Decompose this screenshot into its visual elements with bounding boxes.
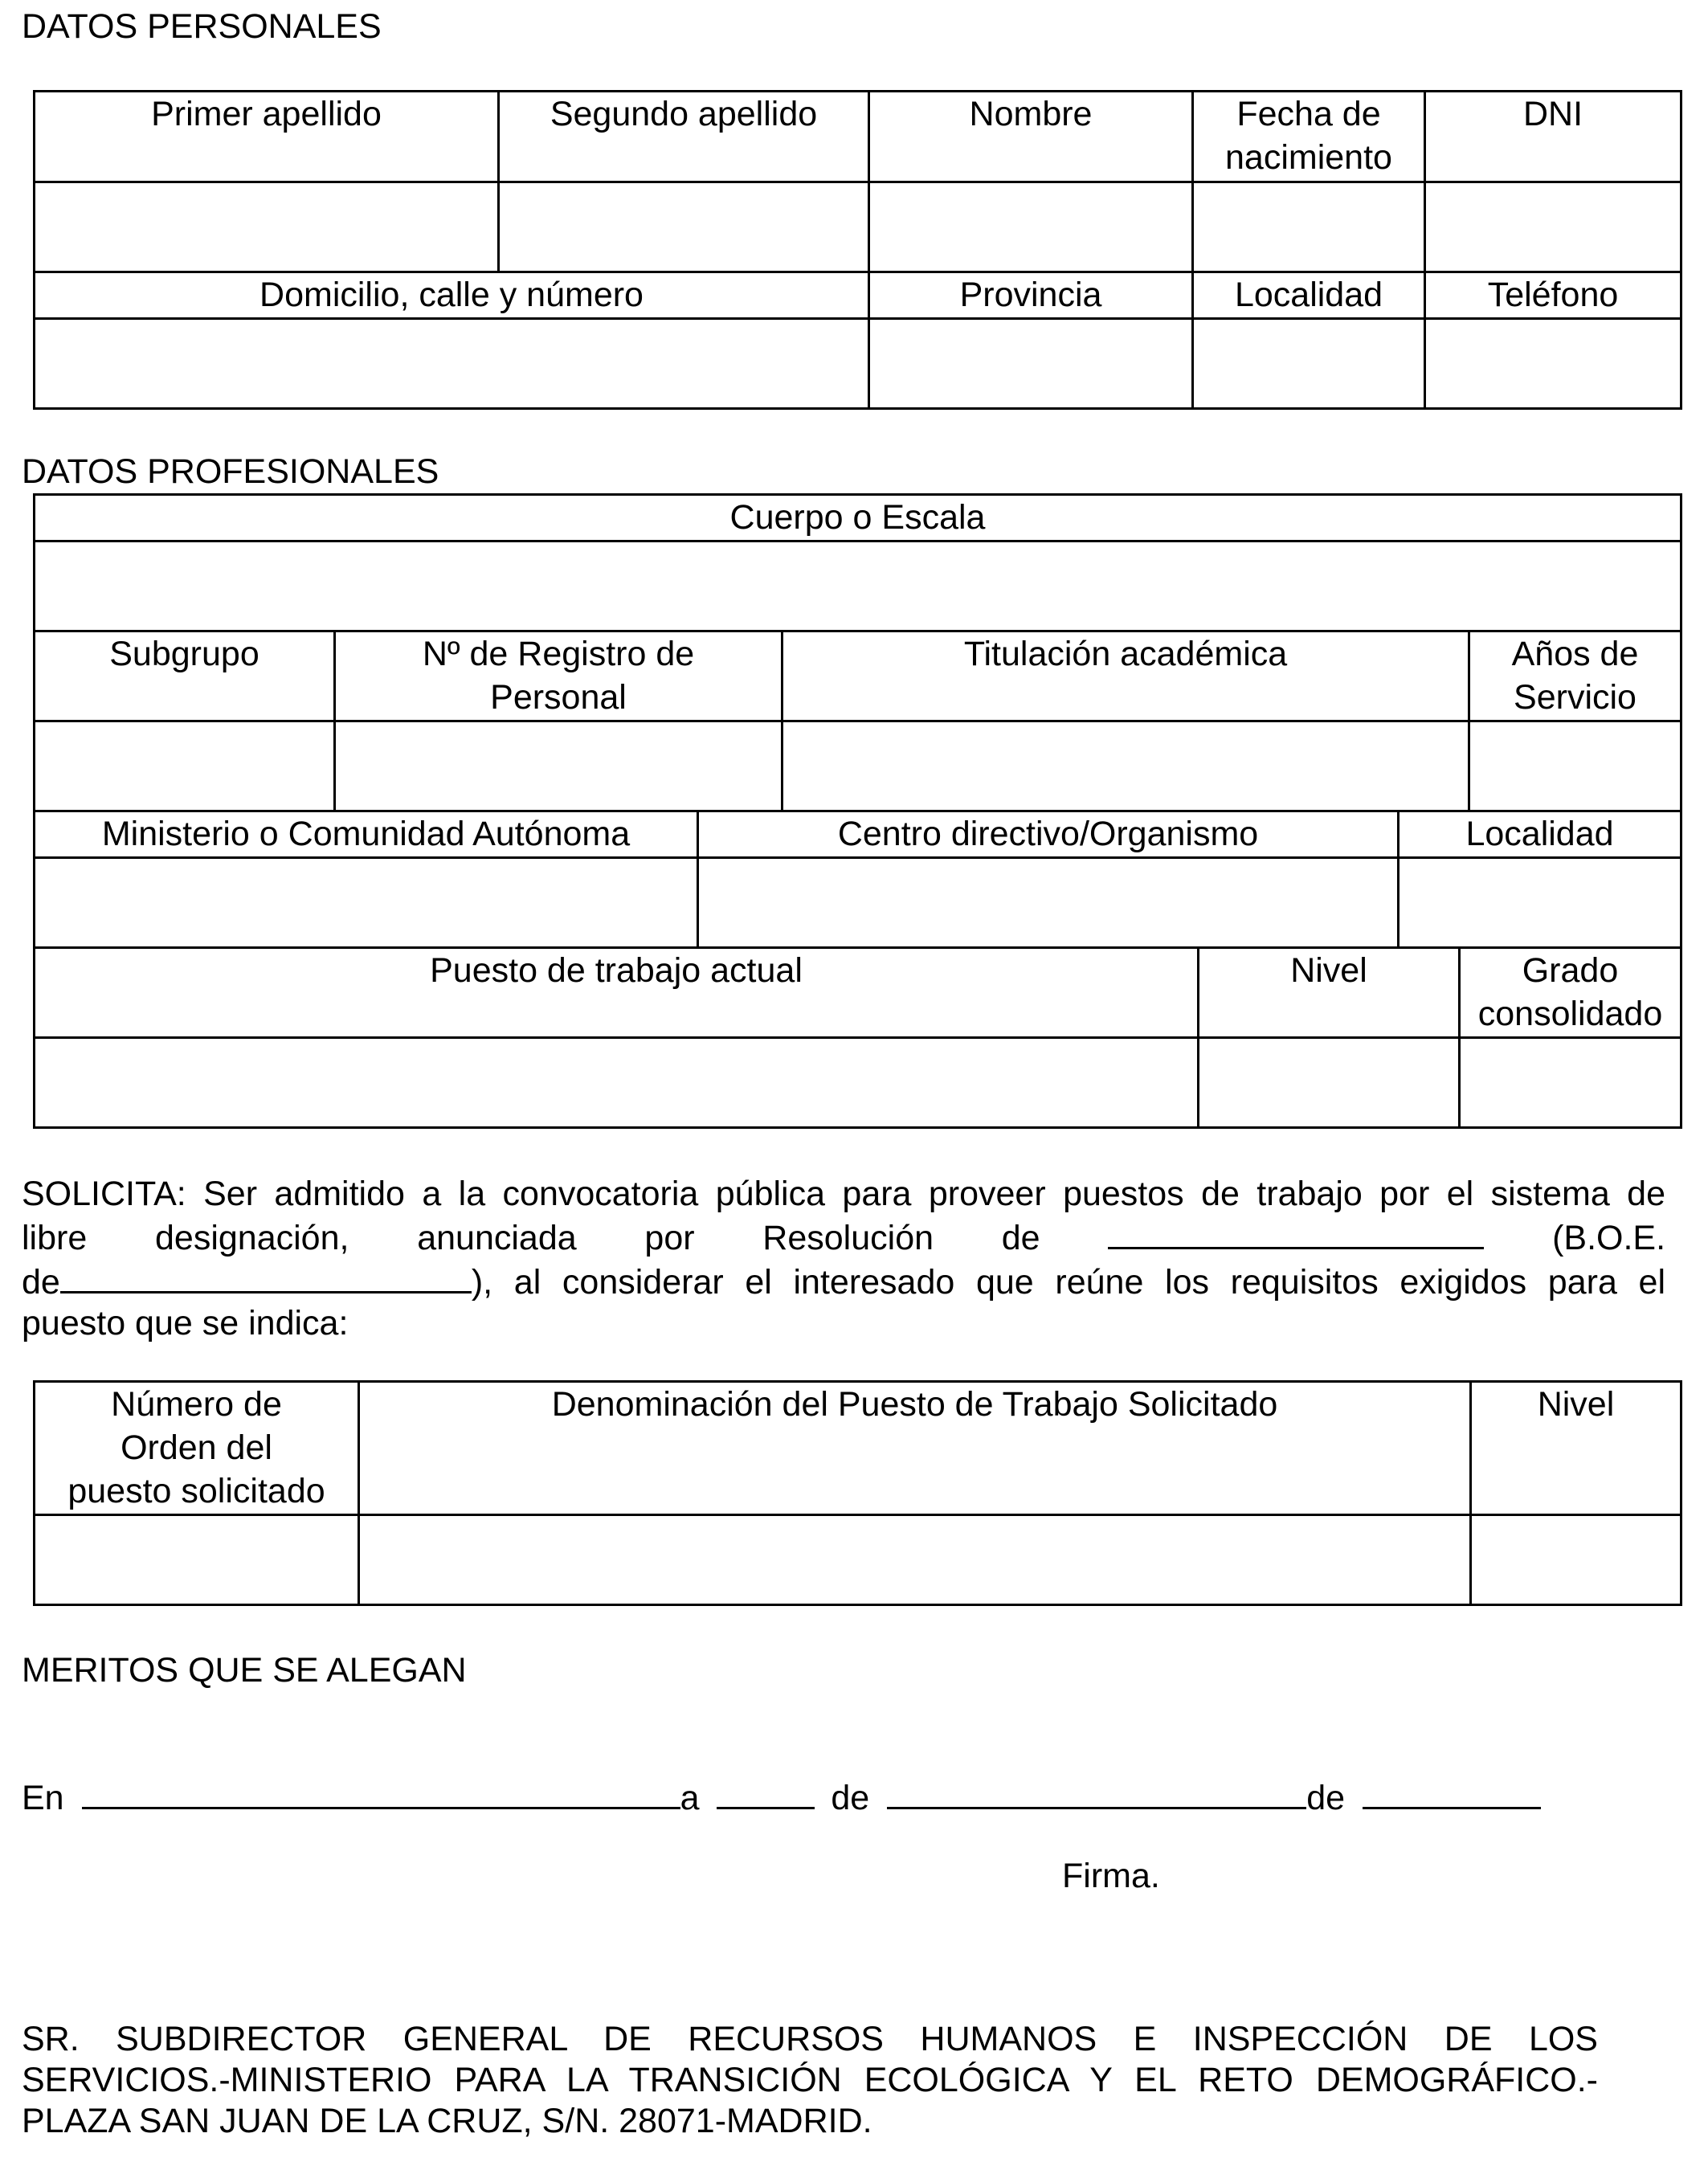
solicita-word: de bbox=[22, 1263, 60, 1302]
header-localidad: Localidad bbox=[1193, 272, 1425, 319]
input-denominacion-puesto[interactable] bbox=[359, 1515, 1471, 1605]
section-title-professional: DATOS PROFESIONALES bbox=[22, 452, 439, 491]
input-localidad-profesional[interactable] bbox=[1399, 858, 1681, 948]
cuerpo-escala-field[interactable] bbox=[35, 547, 1680, 583]
localidad-profesional-field[interactable] bbox=[1399, 864, 1680, 900]
input-nivel-solicitado[interactable] bbox=[1471, 1515, 1681, 1605]
month-blank[interactable] bbox=[887, 1772, 1306, 1809]
solicita-word: anunciada bbox=[417, 1219, 577, 1257]
input-ministerio[interactable] bbox=[35, 858, 698, 948]
puesto-actual-field[interactable] bbox=[35, 1044, 1197, 1080]
localidad-field[interactable] bbox=[1194, 325, 1424, 361]
header-subgrupo: Subgrupo bbox=[35, 631, 335, 721]
primer-apellido-field[interactable] bbox=[35, 188, 497, 224]
personal-data-table bbox=[33, 90, 1682, 410]
input-titulacion[interactable] bbox=[782, 721, 1469, 811]
solicita-paragraph bbox=[22, 1174, 1665, 1344]
nombre-field[interactable] bbox=[870, 188, 1191, 224]
request-table bbox=[33, 1380, 1682, 1606]
input-telefono[interactable] bbox=[1425, 319, 1681, 409]
header-denominacion-puesto: Denominación del Puesto de Trabajo Solicitado bbox=[359, 1382, 1471, 1515]
fecha-nacimiento-field[interactable] bbox=[1194, 188, 1424, 224]
ministerio-field[interactable] bbox=[35, 864, 697, 900]
input-localidad[interactable] bbox=[1193, 319, 1425, 409]
header-numero-orden: Número de Orden del puesto solicitado bbox=[35, 1382, 359, 1515]
input-anos-servicio[interactable] bbox=[1469, 721, 1681, 811]
solicita-word: designación, bbox=[155, 1219, 349, 1257]
header-centro-directivo: Centro directivo/Organismo bbox=[698, 811, 1399, 858]
address-line-1: SR. SUBDIRECTOR GENERAL DE RECURSOS HUMANOS E INSPECCIÓN DE LOS bbox=[22, 2020, 1598, 2058]
professional-subgrupo-table bbox=[33, 630, 1682, 812]
registro-personal-field[interactable] bbox=[336, 727, 781, 763]
telefono-field[interactable] bbox=[1426, 325, 1680, 361]
header-anos-servicio: Años de Servicio bbox=[1469, 631, 1681, 721]
titulacion-field[interactable] bbox=[783, 727, 1468, 763]
input-grado-consolidado[interactable] bbox=[1460, 1038, 1681, 1128]
input-nivel-actual[interactable] bbox=[1199, 1038, 1460, 1128]
header-primer-apellido: Primer apellido bbox=[35, 92, 499, 182]
header-localidad-profesional: Localidad bbox=[1399, 811, 1681, 858]
solicita-word: de bbox=[1001, 1219, 1040, 1257]
solicita-line-3 bbox=[22, 1259, 1665, 1303]
header-telefono: Teléfono bbox=[1425, 272, 1681, 319]
header-puesto-actual: Puesto de trabajo actual bbox=[35, 948, 1199, 1038]
resolucion-blank[interactable] bbox=[1108, 1215, 1484, 1249]
header-provincia: Provincia bbox=[869, 272, 1193, 319]
solicita-word: libre bbox=[22, 1219, 88, 1257]
dni-field[interactable] bbox=[1426, 188, 1680, 224]
anos-servicio-field[interactable] bbox=[1470, 727, 1680, 763]
solicita-text: ), al considerar el interesado que reúne los requisitos exigidos para el bbox=[471, 1263, 1665, 1302]
boe-date-blank[interactable] bbox=[60, 1259, 472, 1293]
input-centro-directivo[interactable] bbox=[698, 858, 1399, 948]
header-nivel-solicitado: Nivel bbox=[1471, 1382, 1681, 1515]
address-line-2: SERVICIOS.-MINISTERIO PARA LA TRANSICIÓN ECOLÓGICA Y EL RETO DEMOGRÁFICO.- bbox=[22, 2061, 1598, 2099]
centro-directivo-field[interactable] bbox=[699, 864, 1397, 900]
grado-consolidado-field[interactable] bbox=[1461, 1044, 1680, 1080]
solicita-line-1: SOLICITA: Ser admitido a la convocatoria pública para proveer puestos de trabajo por el sistema de bbox=[22, 1175, 1665, 1213]
input-puesto-actual[interactable] bbox=[35, 1038, 1199, 1128]
solicita-word: (B.O.E. bbox=[1552, 1219, 1666, 1257]
date-a-label: a bbox=[680, 1779, 700, 1817]
solicita-line-2 bbox=[22, 1215, 1665, 1259]
date-de-label: de bbox=[831, 1779, 870, 1817]
input-fecha-nacimiento[interactable] bbox=[1193, 182, 1425, 272]
input-numero-orden[interactable] bbox=[35, 1515, 359, 1605]
year-blank[interactable] bbox=[1363, 1772, 1541, 1809]
header-nombre: Nombre bbox=[869, 92, 1193, 182]
date-de-label: de bbox=[1306, 1779, 1346, 1817]
input-domicilio[interactable] bbox=[35, 319, 869, 409]
header-cuerpo-escala: Cuerpo o Escala bbox=[35, 495, 1681, 541]
header-titulacion: Titulación académica bbox=[782, 631, 1469, 721]
input-subgrupo[interactable] bbox=[35, 721, 335, 811]
day-blank[interactable] bbox=[717, 1772, 815, 1809]
professional-cuerpo-table bbox=[33, 493, 1682, 632]
section-title-personal: DATOS PERSONALES bbox=[22, 7, 382, 46]
addressee-block bbox=[22, 2019, 1598, 2142]
professional-ministerio-table bbox=[33, 810, 1682, 949]
input-segundo-apellido[interactable] bbox=[499, 182, 869, 272]
input-primer-apellido[interactable] bbox=[35, 182, 499, 272]
input-dni[interactable] bbox=[1425, 182, 1681, 272]
header-segundo-apellido: Segundo apellido bbox=[499, 92, 869, 182]
solicita-line-4: puesto que se indica: bbox=[22, 1304, 349, 1342]
input-registro-personal[interactable] bbox=[335, 721, 782, 811]
firma-label: Firma. bbox=[1062, 1857, 1160, 1895]
address-line-3: PLAZA SAN JUAN DE LA CRUZ, S/N. 28071-MADRID. bbox=[22, 2102, 872, 2140]
professional-puesto-table bbox=[33, 946, 1682, 1129]
place-blank[interactable] bbox=[82, 1772, 680, 1809]
nivel-actual-field[interactable] bbox=[1199, 1044, 1458, 1080]
section-title-meritos: MERITOS QUE SE ALEGAN bbox=[22, 1651, 467, 1690]
date-line bbox=[22, 1772, 1541, 1820]
solicita-word: Resolución bbox=[762, 1219, 934, 1257]
input-cuerpo-escala[interactable] bbox=[35, 541, 1681, 631]
date-en-label: En bbox=[22, 1779, 64, 1817]
input-nombre[interactable] bbox=[869, 182, 1193, 272]
solicita-word: por bbox=[644, 1219, 695, 1257]
header-ministerio: Ministerio o Comunidad Autónoma bbox=[35, 811, 698, 858]
header-fecha-nacimiento: Fecha de nacimiento bbox=[1193, 92, 1425, 182]
input-provincia[interactable] bbox=[869, 319, 1193, 409]
header-nivel-actual: Nivel bbox=[1199, 948, 1460, 1038]
nivel-solicitado-field[interactable] bbox=[1472, 1521, 1680, 1557]
subgrupo-field[interactable] bbox=[35, 727, 333, 763]
header-registro-personal: Nº de Registro de Personal bbox=[335, 631, 782, 721]
numero-orden-field[interactable] bbox=[35, 1521, 358, 1557]
provincia-field[interactable] bbox=[870, 325, 1191, 361]
header-domicilio: Domicilio, calle y número bbox=[35, 272, 869, 319]
segundo-apellido-field[interactable] bbox=[500, 188, 868, 224]
domicilio-field[interactable] bbox=[35, 325, 868, 361]
denominacion-puesto-field[interactable] bbox=[360, 1521, 1469, 1557]
header-dni: DNI bbox=[1425, 92, 1681, 182]
header-grado-consolidado: Grado consolidado bbox=[1460, 948, 1681, 1038]
